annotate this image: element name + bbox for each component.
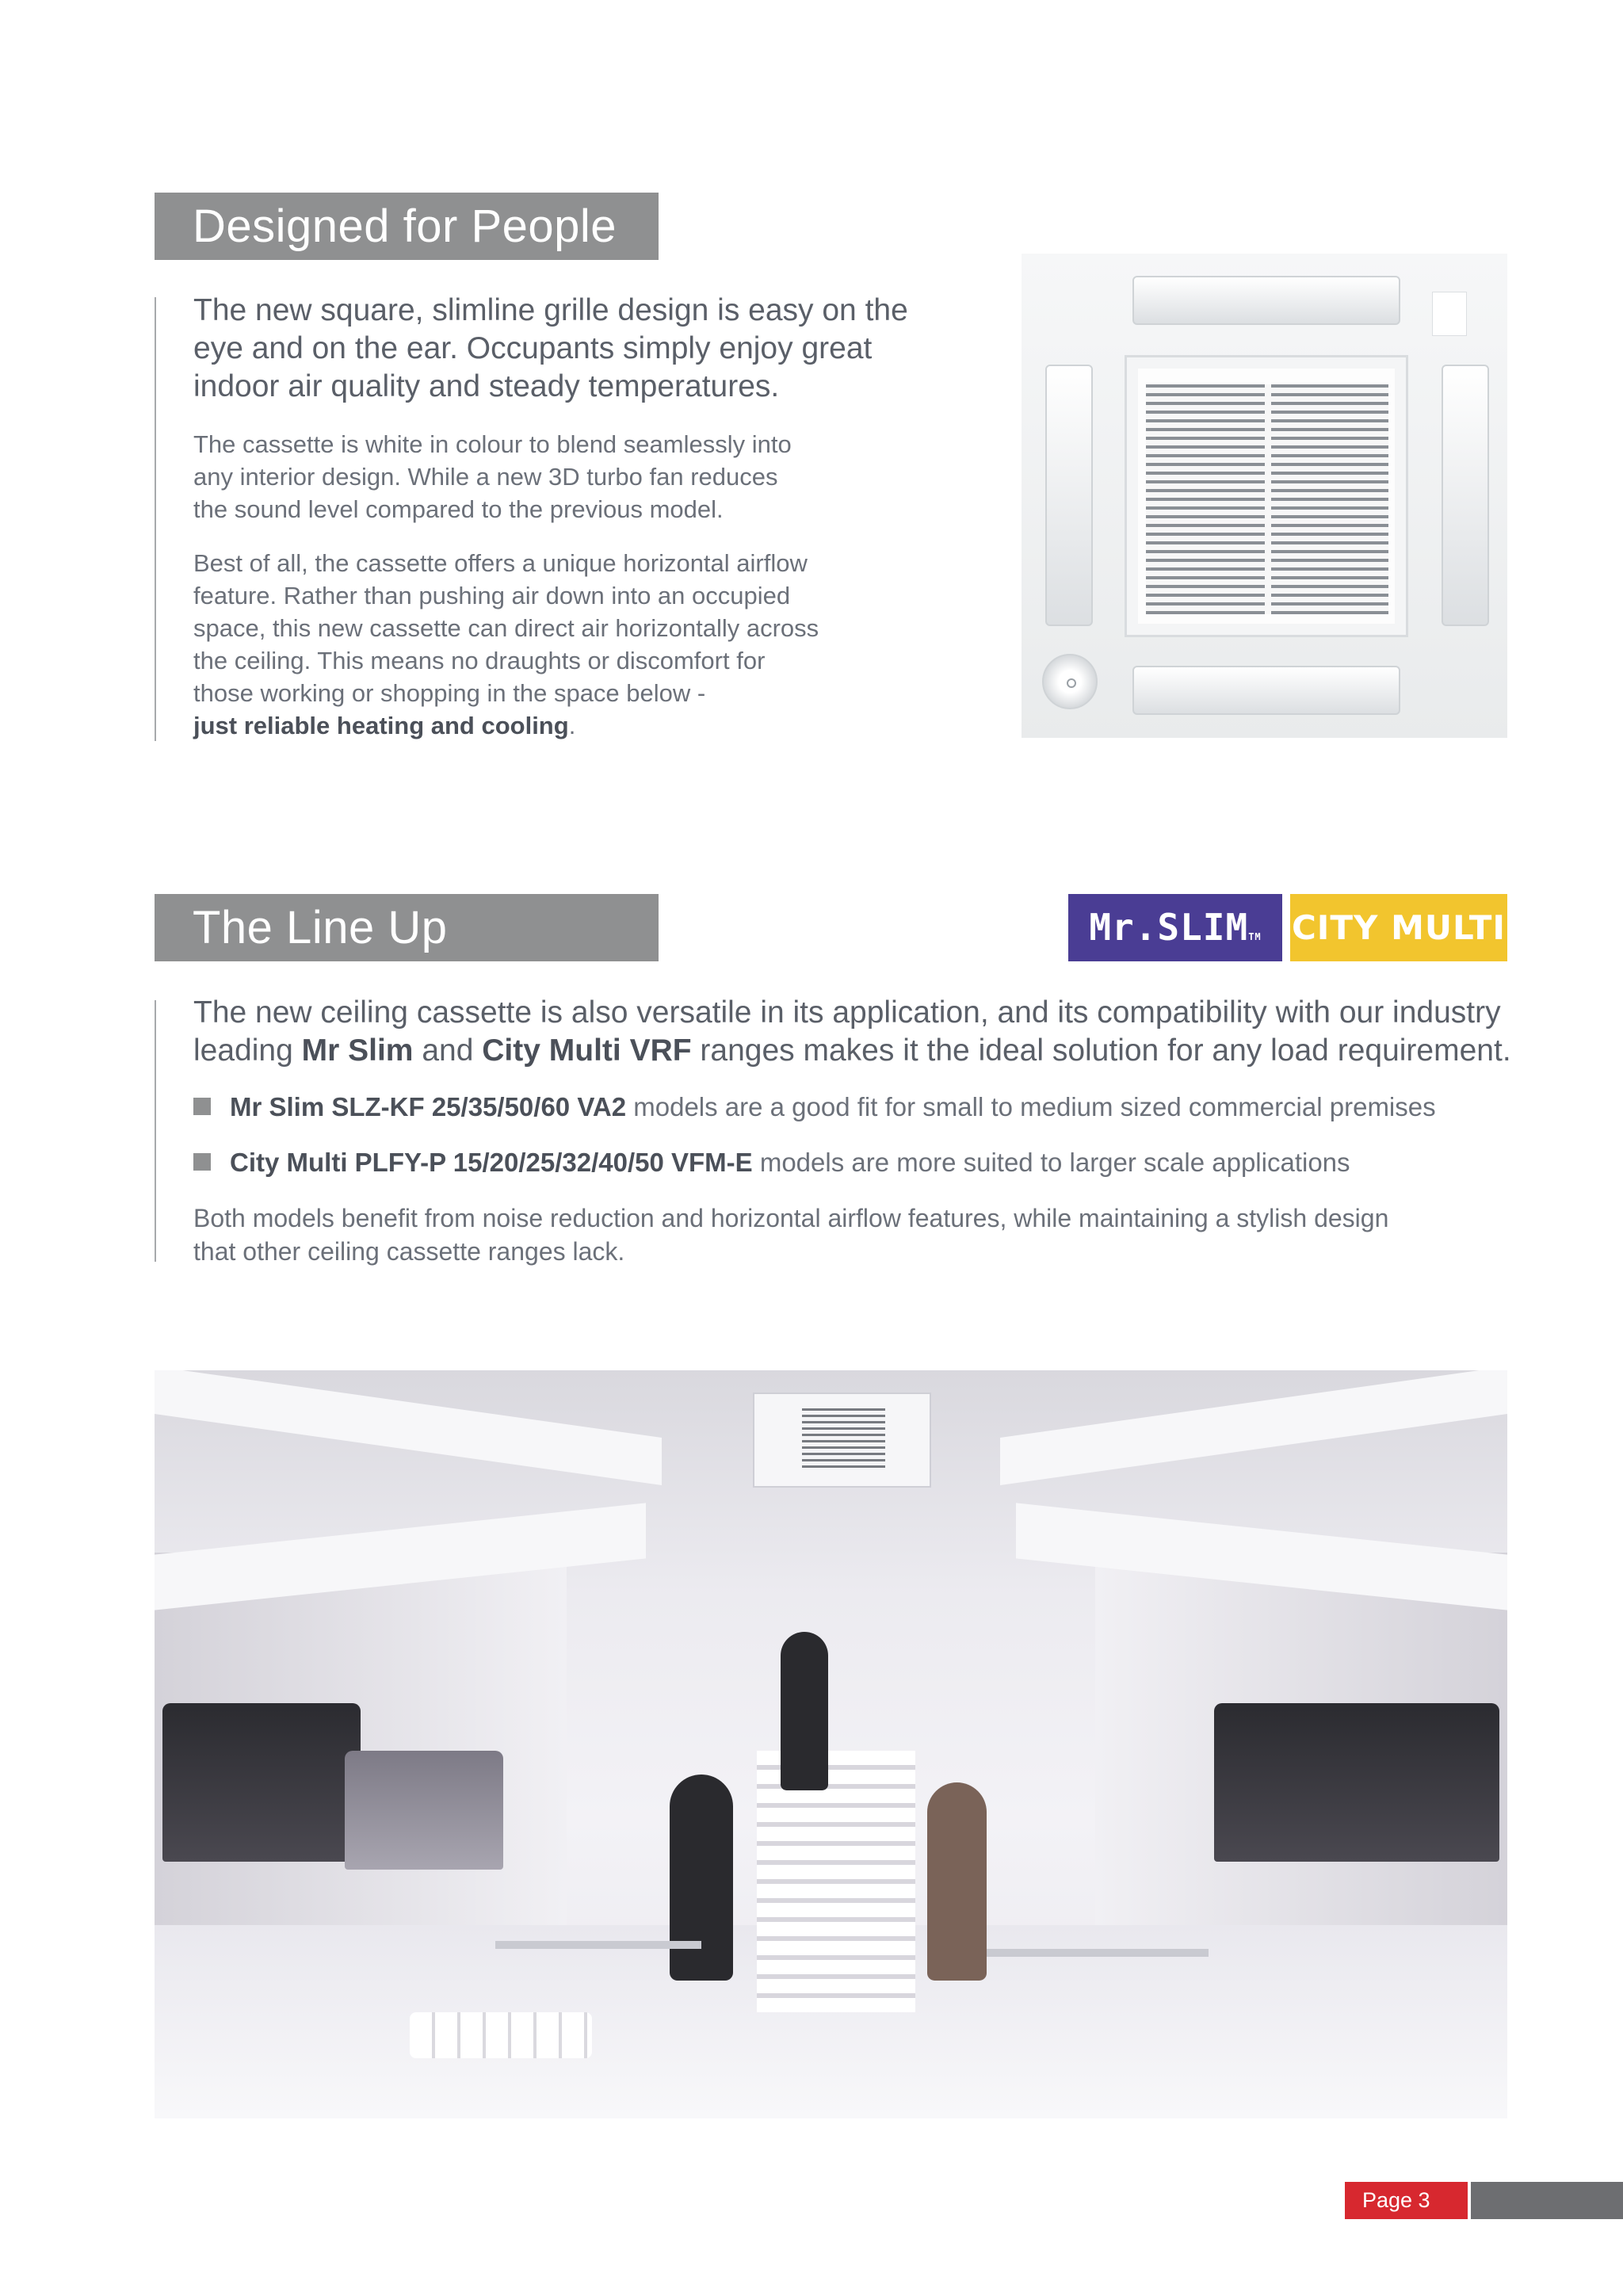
top-vane (1132, 276, 1400, 325)
section-heading-designed: Designed for People (155, 193, 659, 260)
lead-line: indoor air quality and steady temperatures. (193, 369, 780, 403)
bottom-vane (1132, 666, 1400, 715)
lead-line: The new square, slimline grille design is easy on the (193, 293, 908, 327)
sensor-dot (1067, 678, 1076, 688)
section2-closing (193, 1201, 1388, 1268)
section1-paragraph-colour (193, 428, 792, 525)
bench (410, 2012, 592, 2058)
ceiling-beam (155, 1370, 662, 1485)
cassette-grille (1125, 355, 1408, 637)
mr-slim-logo-text: Mr.SLIM (1089, 906, 1249, 949)
bullet-square-icon (193, 1153, 211, 1171)
lead-text: ranges makes it the ideal solution for any load requirement. (691, 1033, 1511, 1068)
display-table (495, 1941, 701, 1949)
bullet-mr-slim (193, 1091, 1436, 1124)
bullet-text: models are a good fit for small to medium sized commercial premises (626, 1092, 1436, 1121)
text-line: any interior design. While a new 3D turbo fan reduces (193, 463, 778, 491)
lead-line (193, 1032, 1511, 1070)
clothing-rack (162, 1703, 361, 1862)
text-line: the sound level compared to the previous model. (193, 495, 724, 523)
mannequin (927, 1782, 987, 1981)
text-line: space, this new cassette can direct air horizontally across (193, 614, 819, 642)
ceiling-beam (1000, 1370, 1507, 1485)
clothing-rack (345, 1751, 503, 1870)
ceiling-cassette-unit (753, 1392, 931, 1488)
emphasis-text: just reliable heating and cooling (193, 712, 569, 739)
trademark-mark: TM (1248, 931, 1262, 942)
left-vane (1045, 365, 1093, 626)
text-line: feature. Rather than pushing air down into an occupied (193, 582, 791, 609)
section2-lead (193, 994, 1511, 1070)
section2-rule (155, 1000, 156, 1262)
mannequin (670, 1775, 733, 1981)
lead-line: eye and on the ear. Occupants simply enjoy great (193, 331, 873, 365)
text-line: Both models benefit from noise reduction and horizontal airflow features, while maintaining a stylish design (193, 1204, 1389, 1232)
clothing-rack (1214, 1703, 1499, 1862)
text-line: those working or shopping in the space below - (193, 679, 706, 707)
text-line (193, 709, 819, 742)
bullet-text: models are more suited to larger scale applications (752, 1148, 1350, 1177)
text-line: The cassette is white in colour to blend seamlessly into (193, 430, 792, 458)
lead-emphasis: City Multi VRF (482, 1033, 692, 1068)
city-multi-logo: CITY MULTI (1290, 894, 1507, 961)
sensor-icon (1042, 654, 1098, 709)
right-vane (1442, 365, 1489, 626)
mannequin (781, 1632, 828, 1790)
staircase (757, 1751, 915, 2012)
text-end: . (568, 712, 576, 739)
mr-slim-logo (1068, 894, 1282, 961)
section-heading-lineup: The Line Up (155, 894, 659, 961)
section1-paragraph-airflow (193, 547, 819, 742)
text-line: that other ceiling cassette ranges lack. (193, 1237, 625, 1266)
lead-text: leading (193, 1033, 302, 1068)
bullet-model: Mr Slim SLZ-KF 25/35/50/60 VA2 (230, 1092, 627, 1121)
bullet-square-icon (193, 1098, 211, 1115)
cassette-product-image (1022, 254, 1507, 738)
bullet-city-multi (193, 1146, 1350, 1179)
unit-grille (802, 1408, 885, 1470)
text-line: Best of all, the cassette offers a unique horizontal airflow (193, 549, 808, 577)
signal-receiver-icon (1432, 292, 1467, 336)
lead-emphasis: Mr Slim (301, 1033, 414, 1068)
display-table (987, 1949, 1209, 1957)
section1-lead (193, 292, 908, 406)
section1-rule (155, 297, 156, 741)
page-number-badge: Page 3 (1345, 2182, 1468, 2219)
lead-text: and (413, 1033, 483, 1068)
grille-slats (1146, 384, 1388, 614)
bullet-model: City Multi PLFY-P 15/20/25/32/40/50 VFM-E (230, 1148, 753, 1177)
text-line: the ceiling. This means no draughts or discomfort for (193, 647, 766, 674)
page-footer-bar (1471, 2182, 1623, 2219)
lead-line: The new ceiling cassette is also versatile in its application, and its compatibility with our industry (193, 995, 1501, 1030)
shop-interior-photo (155, 1370, 1507, 2118)
